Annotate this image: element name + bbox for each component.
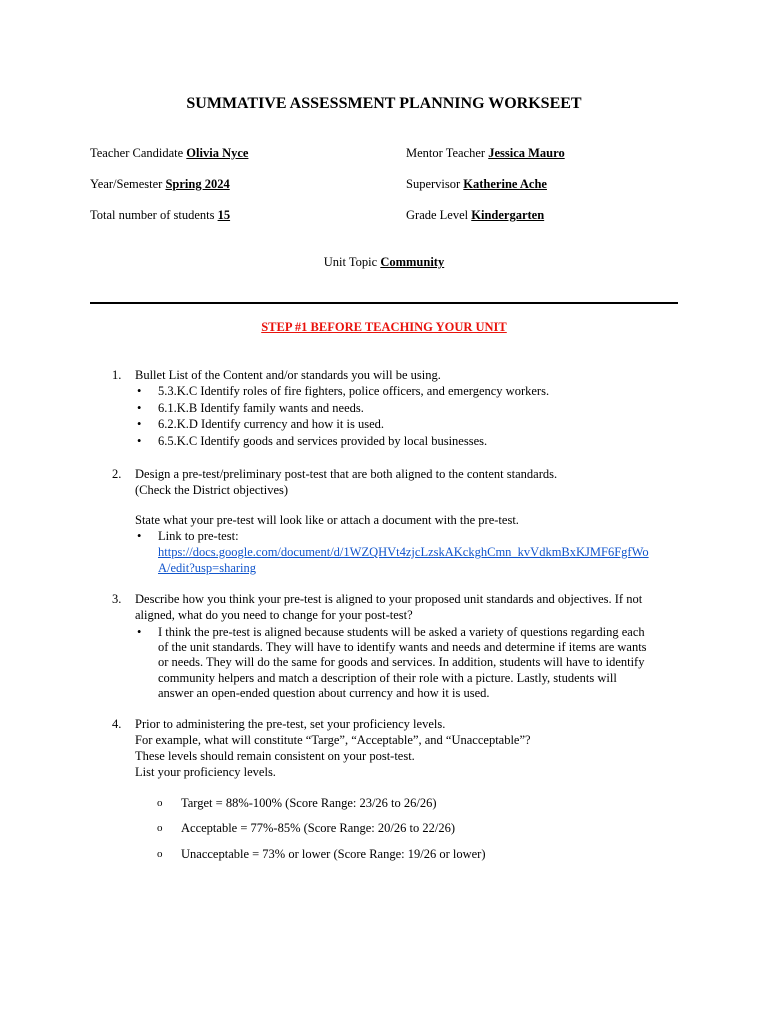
item-3-line: aligned, what do you need to change for your post-test?: [135, 608, 413, 622]
year-semester-value: Spring 2024: [165, 177, 230, 191]
step-heading: STEP #1 BEFORE TEACHING YOUR UNIT: [261, 320, 507, 334]
circle-bullet-icon: o: [157, 848, 163, 860]
bullet-icon: •: [137, 384, 142, 398]
teacher-candidate-value: Olivia Nyce: [186, 146, 249, 160]
bullet-icon: •: [137, 434, 142, 448]
mentor-teacher-value: Jessica Mauro: [488, 146, 565, 160]
supervisor-value: Katherine Ache: [463, 177, 547, 191]
item-4-line: List your proficiency levels.: [135, 765, 276, 779]
pretest-link-label: Link to pre-test:: [158, 529, 239, 543]
total-students-field: [90, 208, 230, 223]
alignment-answer-line: community helpers and match a description of their role with a picture. Lastly, students will: [158, 671, 617, 685]
pretest-link-part[interactable]: https://docs.google.com/document/d/1WZQHVt4zjcLzskAKckghCmn_kvVdkmBxKJMF6FgfWo: [158, 545, 649, 559]
proficiency-level-acceptable: Acceptable = 77%-85% (Score Range: 20/26 to 22/26): [181, 821, 455, 835]
item-2-line: State what your pre-test will look like or attach a document with the pre-test.: [135, 513, 519, 527]
item-3-line: Describe how you think your pre-test is aligned to your proposed unit standards and objectives. If not: [135, 592, 643, 606]
grade-level-value: Kindergarten: [471, 208, 545, 222]
proficiency-level-unacceptable: Unacceptable = 73% or lower (Score Range: 19/26 or lower): [181, 847, 486, 861]
bullet-icon: •: [137, 401, 142, 415]
pretest-link[interactable]: [158, 545, 680, 560]
year-semester-field: [90, 177, 230, 192]
mentor-teacher-label: Mentor Teacher: [406, 146, 489, 160]
item-number-3: 3.: [112, 592, 122, 606]
alignment-answer-line: answer an open-ended question about currency and how it is used.: [158, 686, 490, 700]
unit-topic-label: Unit Topic: [323, 255, 381, 269]
alignment-answer-line: or needs. They will do the same for goods and services. In addition, students will have to identify: [158, 655, 645, 669]
page-title: SUMMATIVE ASSESSMENT PLANNING WORKSEET: [186, 95, 582, 112]
item-4-line: These levels should remain consistent on your post-test.: [135, 749, 415, 763]
mentor-teacher-field: [406, 146, 565, 161]
proficiency-level-target: Target = 88%-100% (Score Range: 23/26 to 26/26): [181, 796, 437, 810]
standard-item: 6.2.K.D Identify currency and how it is used.: [158, 417, 384, 431]
divider-rule: [90, 302, 678, 304]
bullet-icon: •: [137, 529, 142, 543]
total-students-value: 15: [217, 208, 231, 222]
pretest-link-continued[interactable]: [158, 561, 680, 576]
circle-bullet-icon: o: [157, 822, 163, 834]
item-number-1: 1.: [112, 368, 122, 382]
grade-level-label: Grade Level: [406, 208, 472, 222]
teacher-candidate-field: [90, 146, 248, 161]
unit-topic-value: Community: [380, 255, 445, 269]
circle-bullet-icon: o: [157, 797, 163, 809]
standard-item: 6.1.K.B Identify family wants and needs.: [158, 401, 364, 415]
grade-level-field: [406, 208, 544, 223]
item-number-2: 2.: [112, 467, 122, 481]
year-semester-label: Year/Semester: [90, 177, 166, 191]
supervisor-field: [406, 177, 547, 192]
bullet-icon: •: [137, 625, 142, 639]
item-4-line: For example, what will constitute “Targe”, “Acceptable”, and “Unacceptable”?: [135, 733, 531, 747]
total-students-label: Total number of students: [90, 208, 218, 222]
alignment-answer-line: of the unit standards. They will have to identify wants and needs and determine if items are wants: [158, 640, 647, 654]
item-2-line: (Check the District objectives): [135, 483, 289, 497]
item-4-line: Prior to administering the pre-test, set your proficiency levels.: [135, 717, 446, 731]
item-number-4: 4.: [112, 717, 122, 731]
item-1-text: Bullet List of the Content and/or standards you will be using.: [135, 368, 441, 382]
alignment-answer-line: I think the pre-test is aligned because students will be asked a variety of questions regarding each: [158, 625, 645, 639]
bullet-icon: •: [137, 417, 142, 431]
pretest-link-part[interactable]: A/edit?usp=sharing: [158, 561, 257, 575]
supervisor-label: Supervisor: [406, 177, 464, 191]
standard-item: 5.3.K.C Identify roles of fire fighters, police officers, and emergency workers.: [158, 384, 550, 398]
teacher-candidate-label: Teacher Candidate: [90, 146, 187, 160]
standard-item: 6.5.K.C Identify goods and services provided by local businesses.: [158, 434, 488, 448]
unit-topic-field: [0, 255, 768, 270]
item-2-line: Design a pre-test/preliminary post-test that are both aligned to the content standards.: [135, 467, 558, 481]
